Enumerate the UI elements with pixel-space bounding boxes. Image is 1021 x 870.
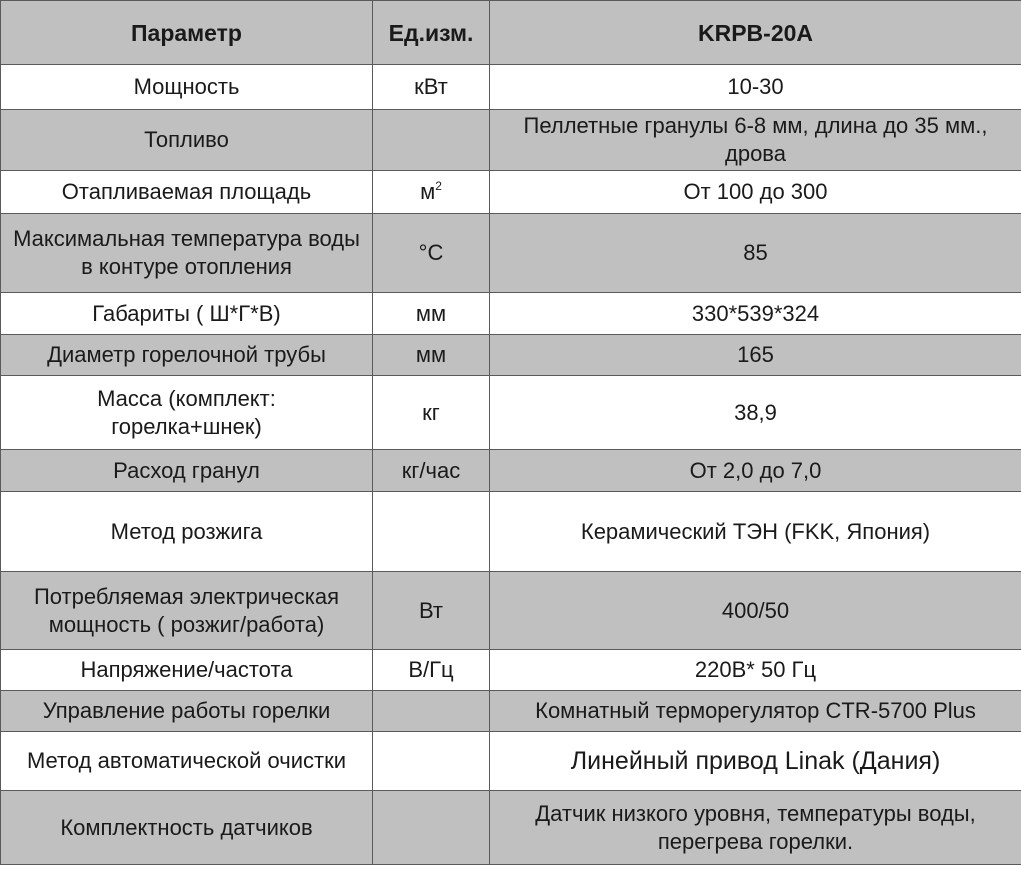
unit-cell: °С [373,214,490,293]
value-cell: Линейный привод Linak (Дания) [490,732,1021,791]
param-cell: Отапливаемая площадь [1,171,373,214]
unit-cell: мм [373,335,490,376]
unit-cell: мм [373,293,490,335]
table-row [1,65,1021,110]
table-header-row [1,1,1021,65]
param-cell: Потребляемая электрическая мощность ( розжиг/работа) [1,572,373,650]
table-row [1,214,1021,293]
param-cell: Масса (комплект: горелка+шнек) [1,376,373,450]
table-row [1,376,1021,450]
unit-cell [373,732,490,791]
unit-cell: В/Гц [373,650,490,691]
value-cell: 330*539*324 [490,293,1021,335]
table-row [1,691,1021,732]
param-cell: Метод автоматической очистки [1,732,373,791]
table-row [1,732,1021,791]
value-cell: 165 [490,335,1021,376]
table-row [1,171,1021,214]
value-cell: Комнатный терморегулятор CTR-5700 Plus [490,691,1021,732]
unit-cell: кг/час [373,450,490,492]
param-cell: Максимальная температура воды в контуре отопления [1,214,373,293]
table-row [1,110,1021,171]
param-cell: Мощность [1,65,373,110]
unit-cell: Вт [373,572,490,650]
value-cell: 10-30 [490,65,1021,110]
unit-superscript: 2 [435,179,442,193]
value-cell: Пеллетные гранулы 6-8 мм, длина до 35 мм., дрова [490,110,1021,171]
value-cell: Керамический ТЭН (FKK, Япония) [490,492,1021,572]
value-cell: Датчик низкого уровня, температуры воды, перегрева горелки. [490,791,1021,865]
header-model: KRPB-20A [490,1,1021,65]
unit-cell [373,691,490,732]
unit-cell [373,791,490,865]
unit-text: м [420,179,436,204]
value-cell: 85 [490,214,1021,293]
param-cell: Комплектность датчиков [1,791,373,865]
value-cell: 38,9 [490,376,1021,450]
table-row [1,335,1021,376]
unit-cell [373,171,490,214]
table-row [1,572,1021,650]
value-cell: 220В* 50 Гц [490,650,1021,691]
unit-cell [373,492,490,572]
table-row [1,650,1021,691]
param-cell: Управление работы горелки [1,691,373,732]
param-cell: Диаметр горелочной трубы [1,335,373,376]
unit-cell: кВт [373,65,490,110]
param-cell: Габариты ( Ш*Г*В) [1,293,373,335]
param-cell: Напряжение/частота [1,650,373,691]
table-row [1,450,1021,492]
table-row [1,492,1021,572]
param-cell: Расход гранул [1,450,373,492]
value-cell: 400/50 [490,572,1021,650]
table-row [1,791,1021,865]
header-unit: Ед.изм. [373,1,490,65]
param-cell: Метод розжига [1,492,373,572]
param-cell: Топливо [1,110,373,171]
header-parameter: Параметр [1,1,373,65]
value-cell: От 2,0 до 7,0 [490,450,1021,492]
unit-cell [373,110,490,171]
table-row [1,293,1021,335]
unit-cell: кг [373,376,490,450]
value-cell: От 100 до 300 [490,171,1021,214]
